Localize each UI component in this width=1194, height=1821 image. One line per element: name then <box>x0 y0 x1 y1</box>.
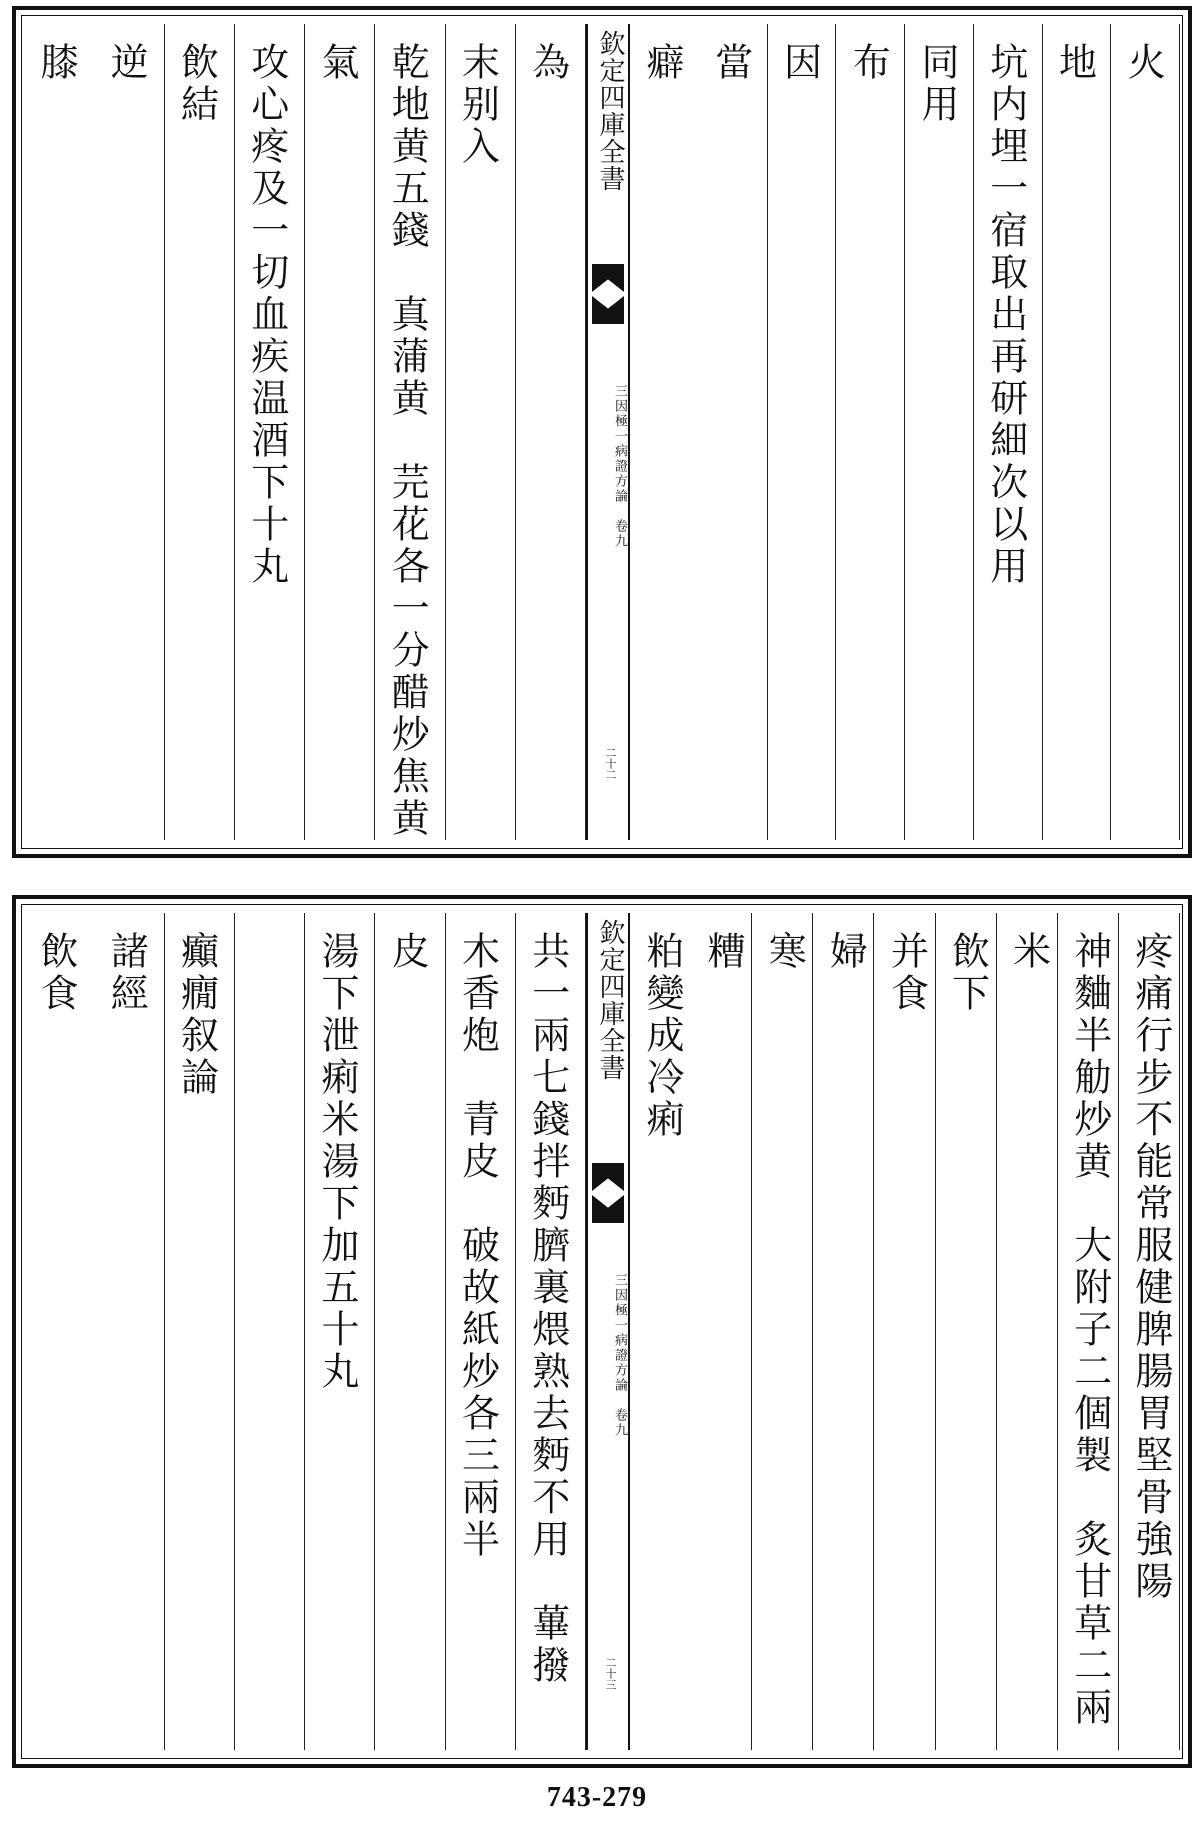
text-column <box>699 24 768 840</box>
column-text: 攻心疼及一切血疾温酒下十丸 <box>244 42 289 588</box>
center-info: 三因極一病證方論 卷九 <box>612 384 627 549</box>
text-column <box>94 24 164 840</box>
text-column <box>165 24 235 840</box>
text-column <box>165 913 235 1750</box>
column-text: 癖 <box>640 42 684 84</box>
column-text: 乾地黄五錢 真蒲黄 芫花各一分醋炒焦黄 <box>385 42 430 840</box>
column-text: 末别入 <box>455 42 500 168</box>
text-column <box>905 24 974 840</box>
text-column <box>375 913 445 1750</box>
center-info: 三因極一病證方論 卷九 <box>612 1273 627 1438</box>
column-text: 疼痛行步不能常服健脾腸胃堅骨強陽 <box>1128 931 1173 1603</box>
column-text: 坑内埋一宿取出再研細次以用 <box>983 42 1028 588</box>
column-text: 火 <box>1121 42 1166 84</box>
text-column <box>630 913 691 1750</box>
column-text: 寒 <box>762 931 807 973</box>
text-column <box>936 913 997 1750</box>
center-strip-bottom <box>586 913 630 1750</box>
text-column <box>24 24 94 840</box>
column-text: 木香炮 青皮 破故紙炒各三兩半 <box>455 931 500 1561</box>
text-column <box>235 24 305 840</box>
text-column <box>516 913 586 1750</box>
column-text: 同用 <box>915 42 959 126</box>
column-text: 地 <box>1052 42 1097 84</box>
text-column <box>836 24 905 840</box>
text-column <box>94 913 164 1750</box>
page-top <box>12 6 1192 858</box>
column-text: 癲癇叙論 <box>174 931 219 1099</box>
column-text: 粕變成冷痢 <box>640 931 684 1141</box>
column-text: 膝 <box>34 42 78 84</box>
column-text: 因 <box>777 42 822 84</box>
text-column <box>516 24 586 840</box>
text-column <box>974 24 1043 840</box>
center-strip-top <box>586 24 630 840</box>
column-text: 氣 <box>315 42 359 84</box>
column-text: 皮 <box>385 931 430 973</box>
text-column <box>305 24 375 840</box>
center-title: 欽定四庫全書 <box>595 919 625 1081</box>
center-page-number: 二十三 <box>604 1657 617 1690</box>
column-text: 當 <box>708 42 753 84</box>
text-column <box>874 913 935 1750</box>
center-page-number: 二十二 <box>604 747 617 780</box>
text-column <box>630 24 699 840</box>
fish-tail-mark <box>592 1163 624 1191</box>
text-column <box>997 913 1058 1750</box>
center-title: 欽定四庫全書 <box>595 30 625 192</box>
column-text: 布 <box>846 42 891 84</box>
column-text: 并食 <box>884 931 929 1015</box>
column-text: 神麯半觔炒黄 大附子二個製 炙甘草二兩 <box>1067 931 1112 1729</box>
text-column <box>235 913 305 1750</box>
fish-tail-mark <box>592 1195 624 1223</box>
column-text: 糟 <box>701 931 746 973</box>
text-column <box>691 913 752 1750</box>
text-column <box>813 913 874 1750</box>
column-text: 湯下泄痢米湯下加五十丸 <box>315 931 359 1393</box>
text-column <box>446 913 516 1750</box>
column-text: 諸經 <box>104 931 149 1015</box>
column-text: 為 <box>525 42 570 84</box>
text-column <box>768 24 837 840</box>
column-text: 飲下 <box>945 931 990 1015</box>
text-column <box>375 24 445 840</box>
fish-tail-mark <box>592 264 624 292</box>
text-column <box>446 24 516 840</box>
text-column <box>305 913 375 1750</box>
column-text: 婦 <box>823 931 868 973</box>
text-column <box>24 913 94 1750</box>
text-column <box>1111 24 1180 840</box>
text-column <box>752 913 813 1750</box>
text-column <box>1058 913 1119 1750</box>
column-text: 共一兩七錢拌麪臍裏煨熟去麪不用 蓽撥 <box>525 931 570 1687</box>
column-text: 飲結 <box>174 42 219 126</box>
page-footer-number: 743-279 <box>546 1782 648 1813</box>
text-column <box>1119 913 1180 1750</box>
text-column <box>1043 24 1112 840</box>
column-text: 飲食 <box>34 931 78 1015</box>
page-bottom <box>12 895 1192 1768</box>
column-text: 逆 <box>104 42 149 84</box>
column-text: 米 <box>1006 931 1051 973</box>
fish-tail-mark <box>592 296 624 324</box>
